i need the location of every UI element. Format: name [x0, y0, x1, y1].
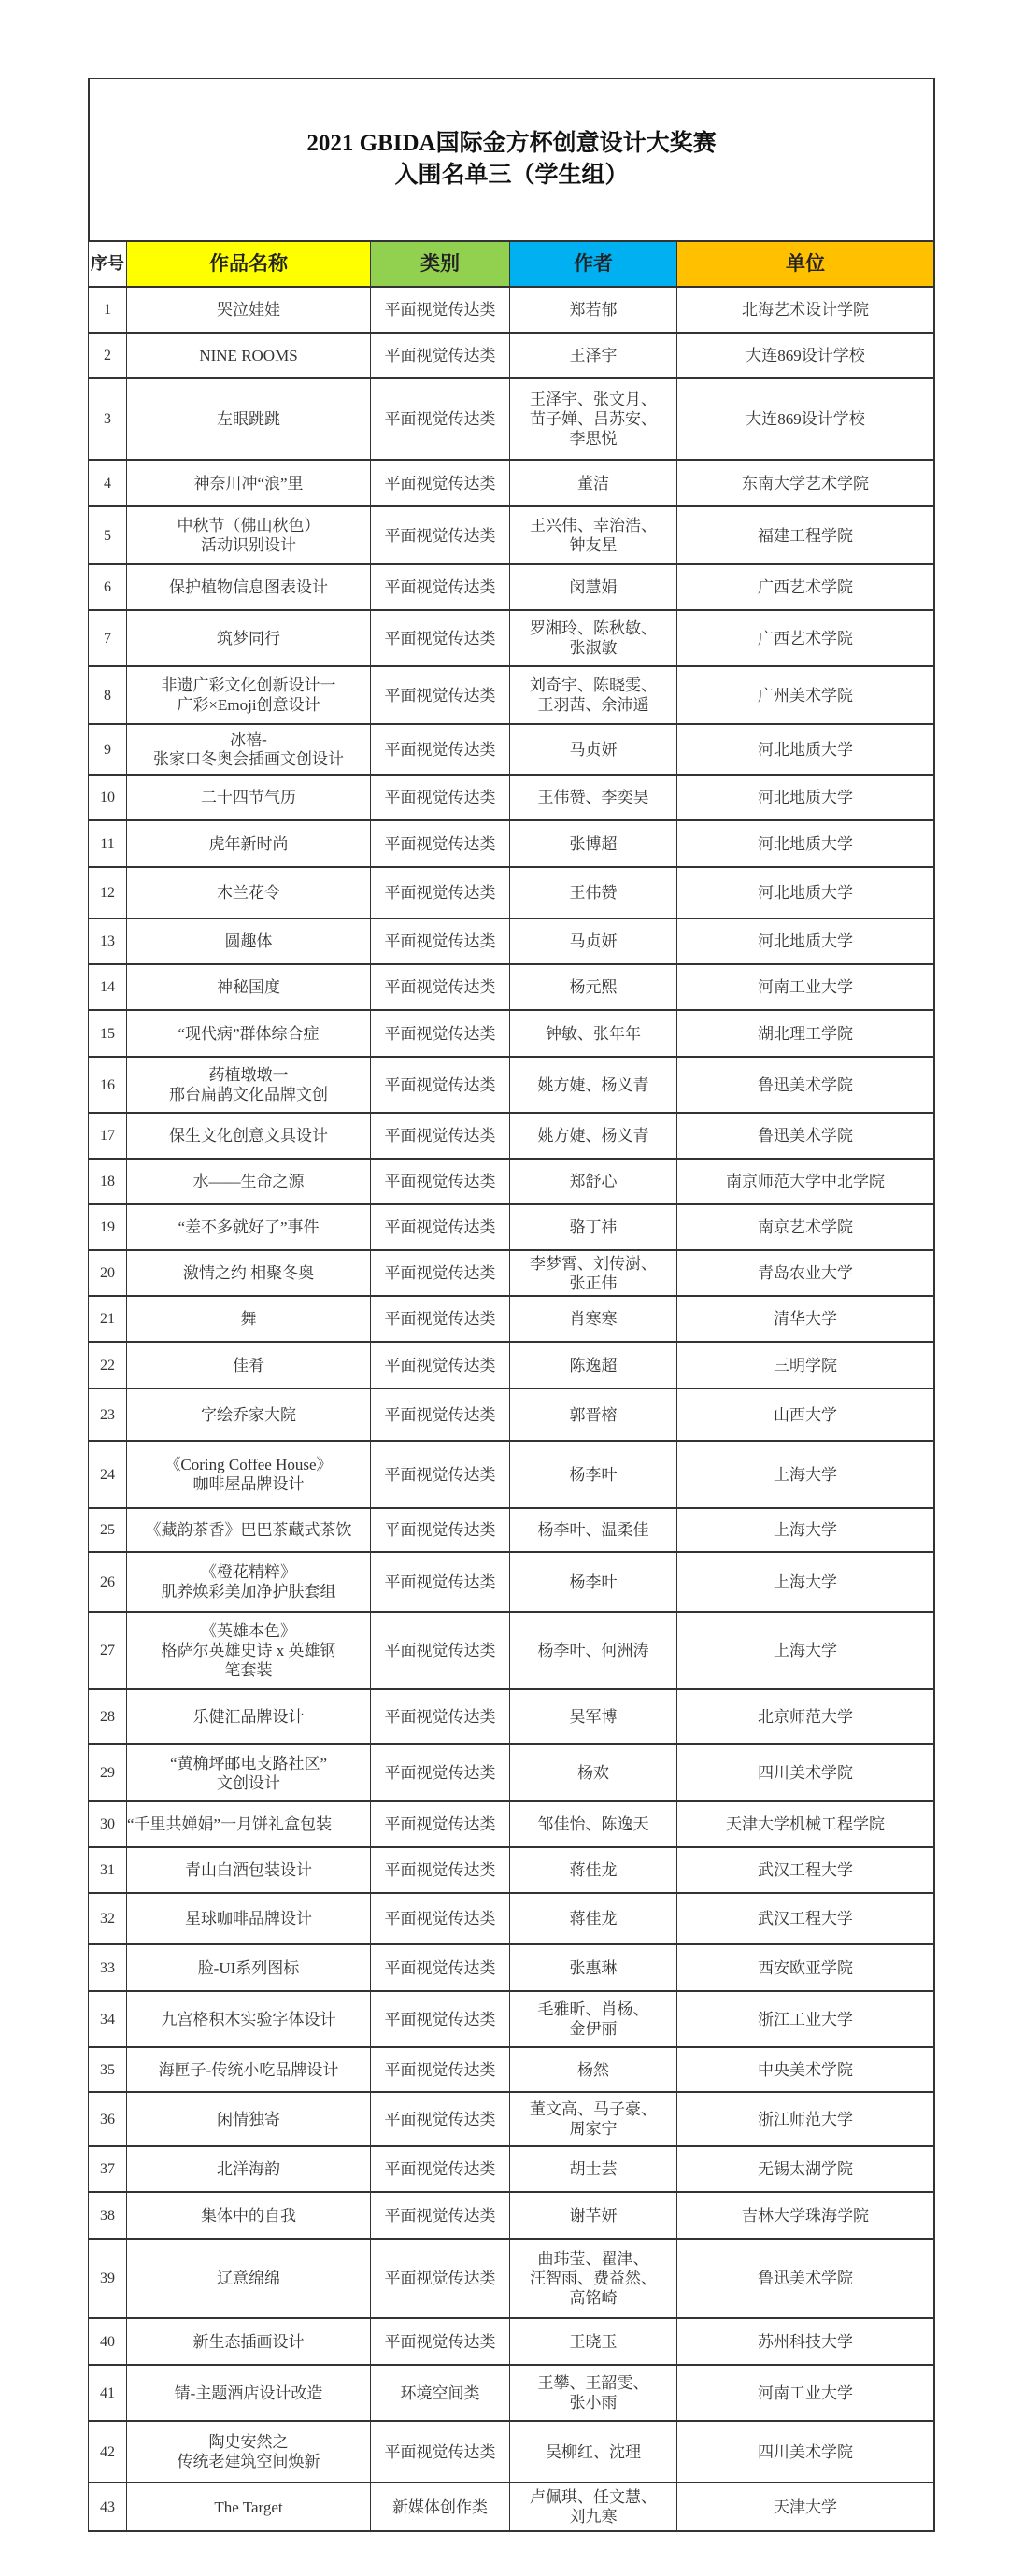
cell-seq: 8 [88, 667, 126, 723]
cell-category: 平面视觉传达类 [370, 1613, 509, 1688]
table-row [88, 377, 935, 459]
cell-name: “差不多就好了”事件 [126, 1205, 370, 1249]
cell-author: 姚方婕、杨义青 [509, 1114, 676, 1158]
cell-unit: 大连869设计学校 [676, 379, 935, 459]
cell-author: 邹佳怡、陈逸天 [509, 1802, 676, 1846]
cell-category: 平面视觉传达类 [370, 667, 509, 723]
cell-unit: 吉林大学珠海学院 [676, 2193, 935, 2238]
cell-seq: 1 [88, 288, 126, 332]
cell-category: 平面视觉传达类 [370, 288, 509, 332]
cell-seq: 7 [88, 611, 126, 665]
cell-category: 环境空间类 [370, 2366, 509, 2420]
cell-author: 王泽宇 [509, 334, 676, 377]
cell-name: 圆趣体 [126, 919, 370, 963]
cell-seq: 18 [88, 1160, 126, 1203]
cell-name: 青山白酒包装设计 [126, 1848, 370, 1892]
cell-seq: 25 [88, 1509, 126, 1551]
cell-unit: 鲁迅美术学院 [676, 1058, 935, 1112]
cell-name: “黄桷坪邮电支路社区” 文创设计 [126, 1745, 370, 1800]
table-row [88, 2191, 935, 2238]
cell-author: 王伟赞、李奕昊 [509, 776, 676, 819]
cell-category: 平面视觉传达类 [370, 868, 509, 918]
cell-author: 王晓玉 [509, 2319, 676, 2364]
cell-category: 平面视觉传达类 [370, 379, 509, 459]
cell-author: 王兴伟、幸治浩、 钟友星 [509, 507, 676, 563]
cell-category: 平面视觉传达类 [370, 1058, 509, 1112]
table-row [88, 332, 935, 377]
cell-category: 平面视觉传达类 [370, 611, 509, 665]
cell-category: 平面视觉传达类 [370, 1945, 509, 1990]
table-row [88, 963, 935, 1009]
header-seq: 序号 [88, 242, 126, 286]
cell-seq: 40 [88, 2319, 126, 2364]
table-row [88, 2238, 935, 2317]
cell-name: 保生文化创意文具设计 [126, 1114, 370, 1158]
cell-name: 字绘乔家大院 [126, 1389, 370, 1440]
cell-unit: 上海大学 [676, 1442, 935, 1507]
cell-seq: 16 [88, 1058, 126, 1112]
cell-unit: 山西大学 [676, 1389, 935, 1440]
cell-unit: 浙江师范大学 [676, 2093, 935, 2145]
cell-unit: 湖北理工学院 [676, 1011, 935, 1056]
cell-category: 平面视觉传达类 [370, 507, 509, 563]
cell-author: 闵慧娟 [509, 565, 676, 609]
cell-category: 平面视觉传达类 [370, 1011, 509, 1056]
cell-seq: 43 [88, 2483, 126, 2530]
cell-unit: 河北地质大学 [676, 776, 935, 819]
cell-name: 舞 [126, 1297, 370, 1341]
cell-name: 新生态插画设计 [126, 2319, 370, 2364]
cell-author: 董洁 [509, 461, 676, 505]
table-row [88, 819, 935, 866]
cell-unit: 三明学院 [676, 1343, 935, 1388]
cell-seq: 41 [88, 2366, 126, 2420]
cell-name: 激情之约 相聚冬奥 [126, 1251, 370, 1295]
cell-author: 谢芊妍 [509, 2193, 676, 2238]
cell-name: 木兰花令 [126, 868, 370, 918]
cell-category: 平面视觉传达类 [370, 1553, 509, 1611]
cell-category: 平面视觉传达类 [370, 2422, 509, 2482]
table-row [88, 1388, 935, 1440]
shortlist-sheet [88, 78, 935, 2532]
table-row [88, 2046, 935, 2091]
cell-unit: 上海大学 [676, 1613, 935, 1688]
table-row [88, 774, 935, 819]
cell-category: 平面视觉传达类 [370, 2048, 509, 2091]
cell-seq: 29 [88, 1745, 126, 1800]
cell-name: NINE ROOMS [126, 334, 370, 377]
cell-name: 《藏韵茶香》巴巴茶藏式茶饮 [126, 1509, 370, 1551]
cell-unit: 鲁迅美术学院 [676, 1114, 935, 1158]
table-row [88, 1892, 935, 1943]
table-row [88, 1551, 935, 1611]
cell-name: 锖-主题酒店设计改造 [126, 2366, 370, 2420]
cell-unit: 四川美术学院 [676, 2422, 935, 2482]
table-header [88, 240, 935, 286]
cell-unit: 上海大学 [676, 1553, 935, 1611]
cell-unit: 浙江工业大学 [676, 1992, 935, 2046]
cell-seq: 12 [88, 868, 126, 918]
table-row [88, 2091, 935, 2145]
cell-author: 郭晋榕 [509, 1389, 676, 1440]
cell-category: 平面视觉传达类 [370, 1802, 509, 1846]
table-row [88, 1203, 935, 1249]
cell-name: 药植墩墩一 邢台扁鹊文化品牌文创 [126, 1058, 370, 1112]
cell-author: 蒋佳龙 [509, 1894, 676, 1943]
cell-unit: 河北地质大学 [676, 821, 935, 866]
cell-category: 平面视觉传达类 [370, 334, 509, 377]
cell-author: 杨欢 [509, 1745, 676, 1800]
cell-unit: 无锡太湖学院 [676, 2147, 935, 2191]
cell-unit: 天津大学机械工程学院 [676, 1802, 935, 1846]
cell-category: 平面视觉传达类 [370, 1442, 509, 1507]
cell-category: 平面视觉传达类 [370, 1509, 509, 1551]
cell-seq: 36 [88, 2093, 126, 2145]
cell-category: 平面视觉传达类 [370, 565, 509, 609]
cell-unit: 广西艺术学院 [676, 611, 935, 665]
cell-unit: 福建工程学院 [676, 507, 935, 563]
cell-seq: 3 [88, 379, 126, 459]
cell-author: 郑若郁 [509, 288, 676, 332]
cell-name: “千里共婵娟”一月饼礼盒包装 [126, 1802, 370, 1846]
cell-unit: 河北地质大学 [676, 725, 935, 774]
cell-seq: 2 [88, 334, 126, 377]
cell-seq: 15 [88, 1011, 126, 1056]
table-row [88, 918, 935, 963]
cell-author: 姚方婕、杨义青 [509, 1058, 676, 1112]
cell-category: 新媒体创作类 [370, 2483, 509, 2530]
cell-unit: 清华大学 [676, 1297, 935, 1341]
table-body [88, 286, 935, 2532]
table-row [88, 723, 935, 774]
title-line-2: 入围名单三（学生组） [394, 163, 629, 188]
cell-category: 平面视觉传达类 [370, 725, 509, 774]
cell-name: 脸-UI系列图标 [126, 1945, 370, 1990]
cell-name: “现代病”群体综合症 [126, 1011, 370, 1056]
table-row [88, 665, 935, 723]
cell-seq: 32 [88, 1894, 126, 1943]
header-category: 类别 [370, 242, 509, 286]
cell-name: 《英雄本色》 格萨尔英雄史诗 x 英雄钢 笔套装 [126, 1613, 370, 1688]
cell-seq: 23 [88, 1389, 126, 1440]
cell-author: 刘奇宇、陈晓雯、 王羽茜、余沛遥 [509, 667, 676, 723]
title-block [88, 78, 935, 240]
cell-unit: 西安欧亚学院 [676, 1945, 935, 1990]
cell-seq: 5 [88, 507, 126, 563]
cell-category: 平面视觉传达类 [370, 776, 509, 819]
cell-category: 平面视觉传达类 [370, 1160, 509, 1203]
cell-name: 星球咖啡品牌设计 [126, 1894, 370, 1943]
cell-name: 非遗广彩文化创新设计一 广彩×Emoji创意设计 [126, 667, 370, 723]
cell-seq: 9 [88, 725, 126, 774]
cell-seq: 28 [88, 1690, 126, 1743]
cell-category: 平面视觉传达类 [370, 2093, 509, 2145]
cell-author: 杨李叶 [509, 1442, 676, 1507]
cell-seq: 13 [88, 919, 126, 963]
cell-name: 《橙花精粹》 肌养焕彩美加净护肤套组 [126, 1553, 370, 1611]
table-row [88, 1846, 935, 1892]
cell-category: 平面视觉传达类 [370, 1297, 509, 1341]
cell-category: 平面视觉传达类 [370, 821, 509, 866]
cell-category: 平面视觉传达类 [370, 1894, 509, 1943]
cell-seq: 14 [88, 965, 126, 1009]
table-row [88, 1611, 935, 1688]
cell-name: 水——生命之源 [126, 1160, 370, 1203]
cell-author: 骆丁祎 [509, 1205, 676, 1249]
cell-author: 杨李叶 [509, 1553, 676, 1611]
cell-unit: 天津大学 [676, 2483, 935, 2530]
cell-name: 哭泣娃娃 [126, 288, 370, 332]
cell-seq: 22 [88, 1343, 126, 1388]
cell-unit: 东南大学艺术学院 [676, 461, 935, 505]
cell-name: 冰禧- 张家口冬奥会插画文创设计 [126, 725, 370, 774]
table-row [88, 2364, 935, 2420]
cell-seq: 26 [88, 1553, 126, 1611]
table-row [88, 563, 935, 609]
cell-category: 平面视觉传达类 [370, 1343, 509, 1388]
cell-author: 王泽宇、张文月、 苗子婵、吕苏安、 李思悦 [509, 379, 676, 459]
cell-category: 平面视觉传达类 [370, 1745, 509, 1800]
cell-author: 杨李叶、何洲涛 [509, 1613, 676, 1688]
cell-unit: 河北地质大学 [676, 868, 935, 918]
cell-author: 张博超 [509, 821, 676, 866]
cell-seq: 38 [88, 2193, 126, 2238]
cell-unit: 四川美术学院 [676, 1745, 935, 1800]
table-row [88, 2482, 935, 2532]
cell-unit: 苏州科技大学 [676, 2319, 935, 2364]
cell-unit: 河南工业大学 [676, 2366, 935, 2420]
table-row [88, 1688, 935, 1743]
cell-unit: 鲁迅美术学院 [676, 2240, 935, 2317]
cell-author: 马贞妍 [509, 919, 676, 963]
cell-author: 杨元熙 [509, 965, 676, 1009]
cell-author: 曲玮莹、翟津、 汪智雨、费益然、 高铭崎 [509, 2240, 676, 2317]
cell-author: 卢佩琪、任文慧、 刘九寒 [509, 2483, 676, 2530]
cell-name: 九宫格积木实验字体设计 [126, 1992, 370, 2046]
header-name: 作品名称 [126, 242, 370, 286]
cell-category: 平面视觉传达类 [370, 1205, 509, 1249]
cell-name: 佳肴 [126, 1343, 370, 1388]
cell-author: 王伟赞 [509, 868, 676, 918]
cell-name: 神奈川冲“浪”里 [126, 461, 370, 505]
cell-category: 平面视觉传达类 [370, 2193, 509, 2238]
cell-name: 乐健汇品牌设计 [126, 1690, 370, 1743]
table-row [88, 1009, 935, 1056]
cell-unit: 北京师范大学 [676, 1690, 935, 1743]
cell-unit: 大连869设计学校 [676, 334, 935, 377]
cell-unit: 河北地质大学 [676, 919, 935, 963]
cell-name: 陶史安然之 传统老建筑空间焕新 [126, 2422, 370, 2482]
cell-seq: 31 [88, 1848, 126, 1892]
title-line-1: 2021 GBIDA国际金方杯创意设计大奖赛 [306, 131, 717, 156]
table-row [88, 505, 935, 563]
cell-category: 平面视觉传达类 [370, 1389, 509, 1440]
cell-unit: 上海大学 [676, 1509, 935, 1551]
cell-unit: 广州美术学院 [676, 667, 935, 723]
table-row [88, 1743, 935, 1800]
cell-author: 胡士芸 [509, 2147, 676, 2191]
table-row [88, 1056, 935, 1112]
cell-name: 虎年新时尚 [126, 821, 370, 866]
cell-category: 平面视觉传达类 [370, 461, 509, 505]
cell-name: 集体中的自我 [126, 2193, 370, 2238]
table-row [88, 1800, 935, 1846]
cell-seq: 21 [88, 1297, 126, 1341]
cell-author: 杨李叶、温柔佳 [509, 1509, 676, 1551]
cell-name: 《Coring Coffee House》 咖啡屋品牌设计 [126, 1442, 370, 1507]
cell-name: The Target [126, 2483, 370, 2530]
cell-unit: 广西艺术学院 [676, 565, 935, 609]
cell-category: 平面视觉传达类 [370, 1690, 509, 1743]
cell-seq: 20 [88, 1251, 126, 1295]
cell-author: 钟敏、张年年 [509, 1011, 676, 1056]
cell-seq: 27 [88, 1613, 126, 1688]
cell-category: 平面视觉传达类 [370, 1114, 509, 1158]
cell-category: 平面视觉传达类 [370, 919, 509, 963]
cell-name: 中秋节（佛山秋色） 活动识别设计 [126, 507, 370, 563]
table-row [88, 1990, 935, 2046]
cell-unit: 中央美术学院 [676, 2048, 935, 2091]
cell-category: 平面视觉传达类 [370, 1848, 509, 1892]
cell-seq: 19 [88, 1205, 126, 1249]
cell-category: 平面视觉传达类 [370, 2147, 509, 2191]
table-row [88, 1112, 935, 1158]
cell-unit: 武汉工程大学 [676, 1848, 935, 1892]
cell-seq: 24 [88, 1442, 126, 1507]
cell-name: 闲情独寄 [126, 2093, 370, 2145]
table-row [88, 1507, 935, 1551]
table-row [88, 1341, 935, 1388]
cell-author: 杨然 [509, 2048, 676, 2091]
cell-author: 王攀、王韶雯、 张小雨 [509, 2366, 676, 2420]
cell-seq: 34 [88, 1992, 126, 2046]
cell-name: 左眼跳跳 [126, 379, 370, 459]
table-row [88, 609, 935, 665]
table-row [88, 1440, 935, 1507]
cell-seq: 17 [88, 1114, 126, 1158]
cell-author: 肖寒寒 [509, 1297, 676, 1341]
cell-unit: 南京艺术学院 [676, 1205, 935, 1249]
cell-author: 马贞妍 [509, 725, 676, 774]
cell-seq: 6 [88, 565, 126, 609]
cell-unit: 青岛农业大学 [676, 1251, 935, 1295]
table-row [88, 2145, 935, 2191]
cell-author: 陈逸超 [509, 1343, 676, 1388]
cell-seq: 30 [88, 1802, 126, 1846]
cell-unit: 武汉工程大学 [676, 1894, 935, 1943]
cell-name: 辽意绵绵 [126, 2240, 370, 2317]
cell-seq: 11 [88, 821, 126, 866]
cell-name: 保护植物信息图表设计 [126, 565, 370, 609]
cell-seq: 42 [88, 2422, 126, 2482]
cell-category: 平面视觉传达类 [370, 1992, 509, 2046]
table-row [88, 459, 935, 505]
cell-author: 张惠琳 [509, 1945, 676, 1990]
cell-author: 罗湘玲、陈秋敏、 张淑敏 [509, 611, 676, 665]
cell-seq: 10 [88, 776, 126, 819]
table-row [88, 1249, 935, 1295]
cell-unit: 南京师范大学中北学院 [676, 1160, 935, 1203]
cell-unit: 北海艺术设计学院 [676, 288, 935, 332]
cell-seq: 35 [88, 2048, 126, 2091]
cell-seq: 37 [88, 2147, 126, 2191]
table-row [88, 286, 935, 332]
table-row [88, 1295, 935, 1341]
header-unit: 单位 [676, 242, 935, 286]
cell-name: 海匣子-传统小吃品牌设计 [126, 2048, 370, 2091]
cell-seq: 39 [88, 2240, 126, 2317]
cell-seq: 33 [88, 1945, 126, 1990]
table-row [88, 2420, 935, 2482]
table-row [88, 1943, 935, 1990]
cell-category: 平面视觉传达类 [370, 2319, 509, 2364]
header-author: 作者 [509, 242, 676, 286]
cell-unit: 河南工业大学 [676, 965, 935, 1009]
cell-author: 毛雅昕、肖杨、 金伊丽 [509, 1992, 676, 2046]
cell-author: 吴军博 [509, 1690, 676, 1743]
table-row [88, 866, 935, 918]
cell-category: 平面视觉传达类 [370, 1251, 509, 1295]
cell-name: 筑梦同行 [126, 611, 370, 665]
cell-name: 北洋海韵 [126, 2147, 370, 2191]
table-row [88, 2317, 935, 2364]
cell-name: 二十四节气历 [126, 776, 370, 819]
cell-author: 李梦霄、刘传澍、 张正伟 [509, 1251, 676, 1295]
table-row [88, 1158, 935, 1203]
cell-category: 平面视觉传达类 [370, 965, 509, 1009]
cell-author: 郑舒心 [509, 1160, 676, 1203]
cell-seq: 4 [88, 461, 126, 505]
cell-author: 董文高、马子豪、 周家宁 [509, 2093, 676, 2145]
cell-category: 平面视觉传达类 [370, 2240, 509, 2317]
cell-name: 神秘国度 [126, 965, 370, 1009]
cell-author: 蒋佳龙 [509, 1848, 676, 1892]
cell-author: 吴柳红、沈理 [509, 2422, 676, 2482]
